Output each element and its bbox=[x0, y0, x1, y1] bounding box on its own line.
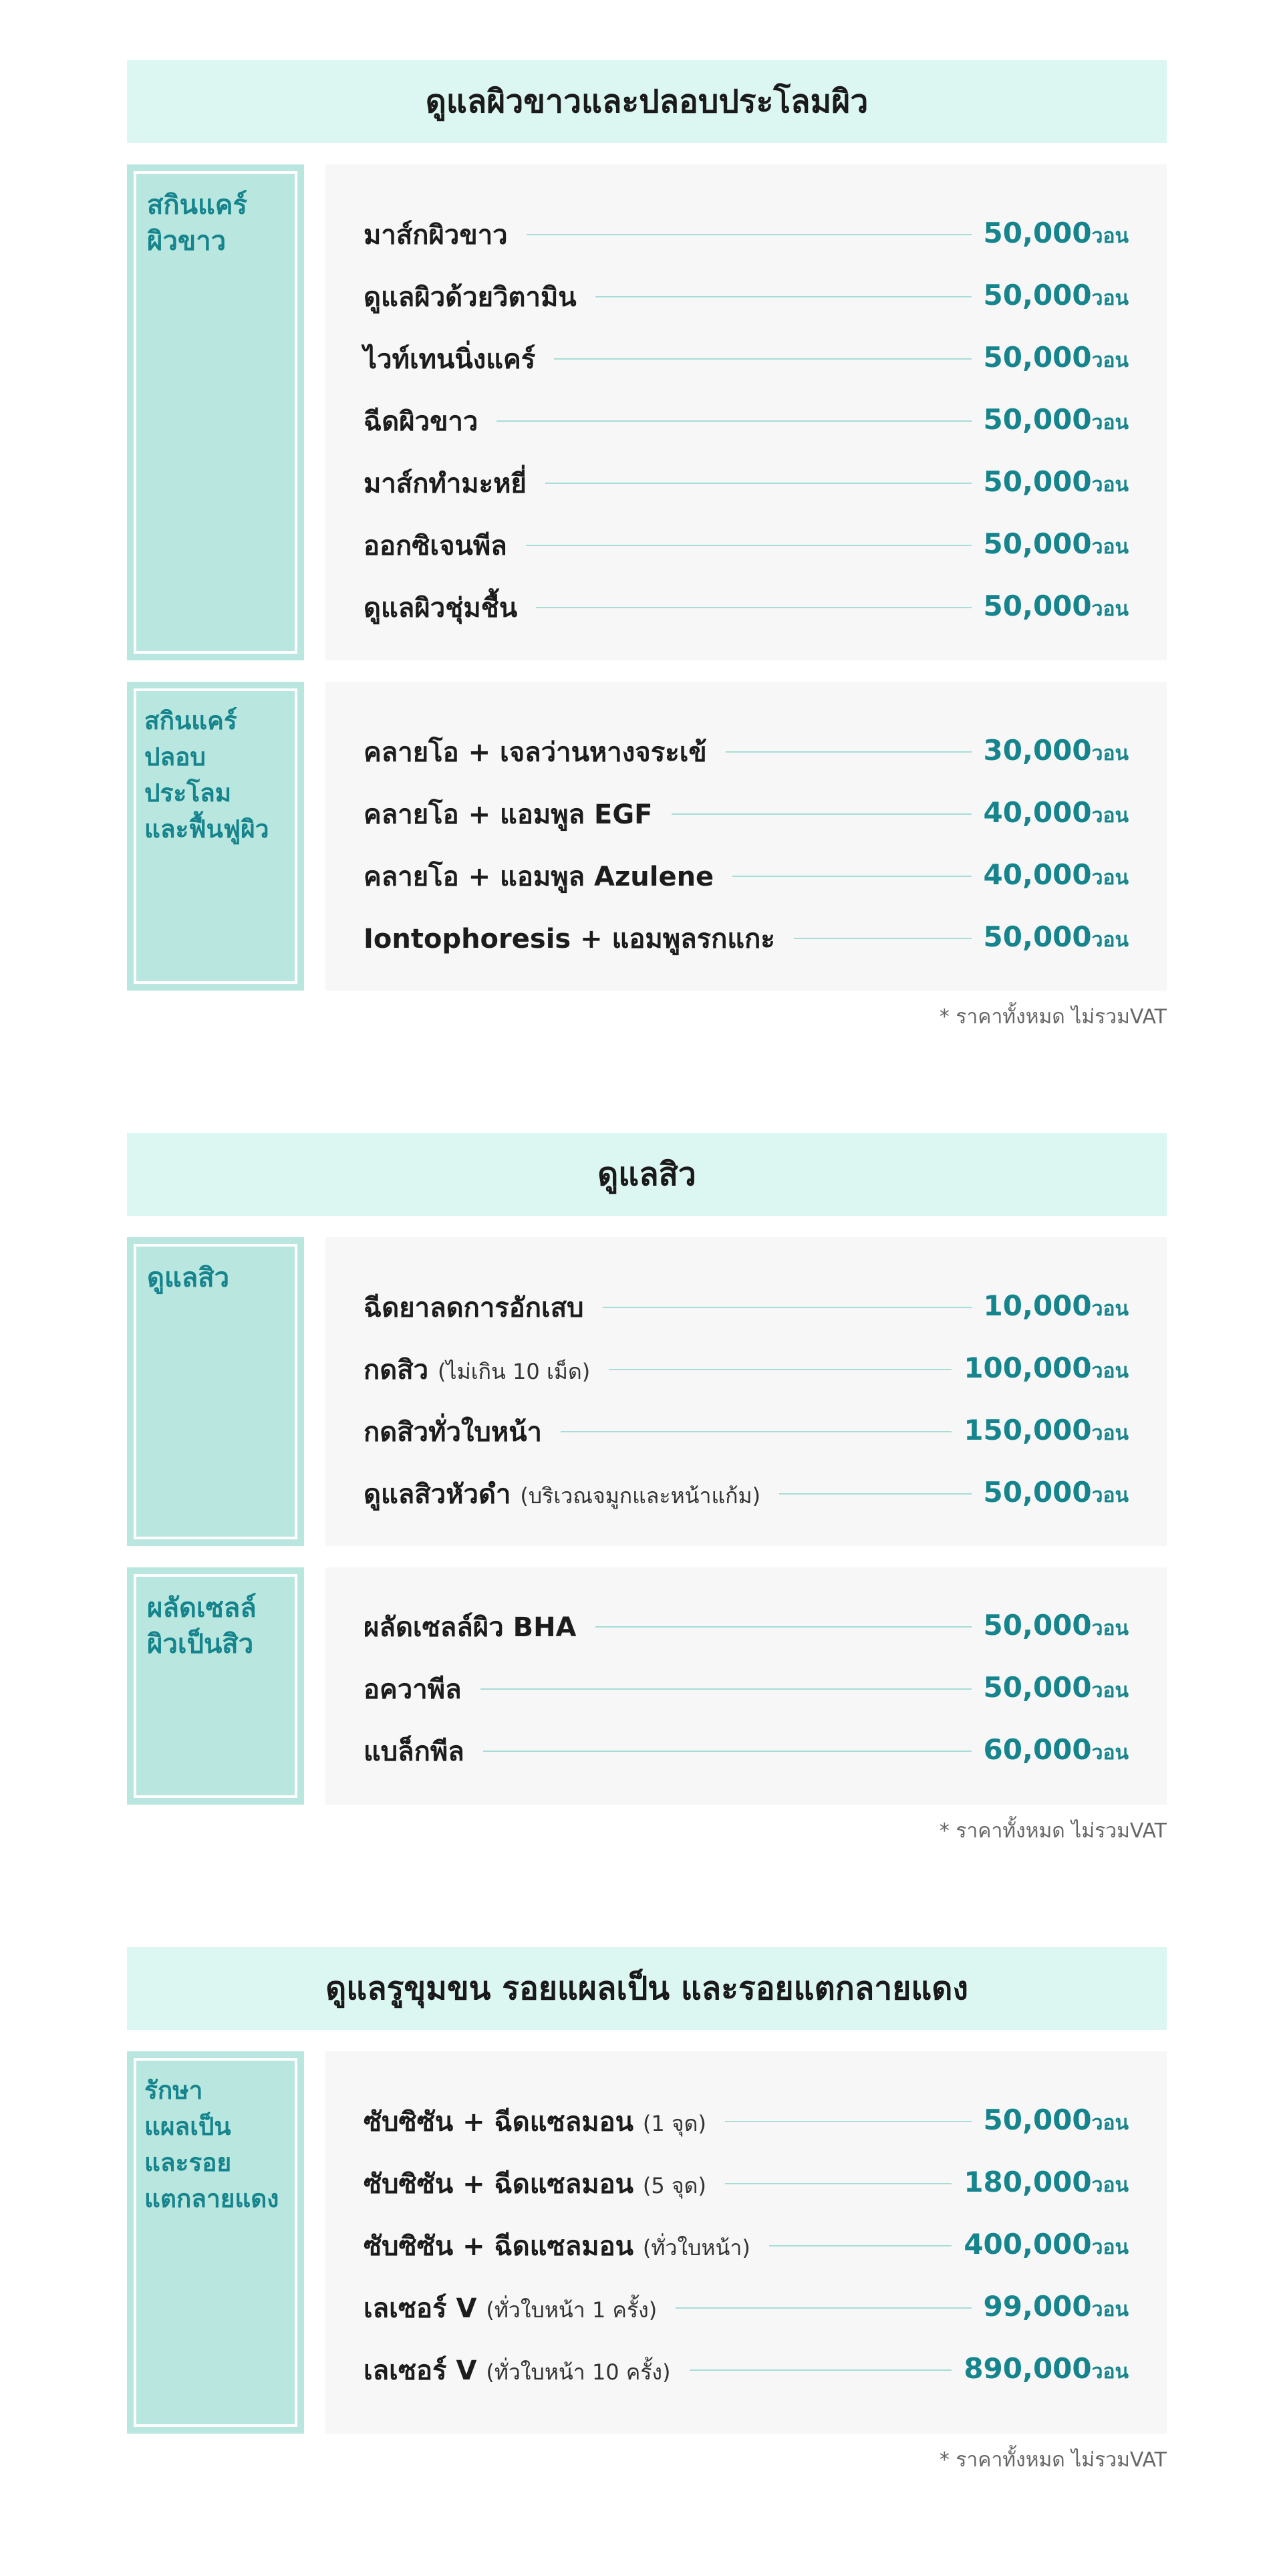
currency-label: วอน bbox=[1091, 225, 1129, 248]
price-value: 50,000 bbox=[983, 279, 1092, 311]
price-value: 50,000 bbox=[983, 341, 1092, 374]
price-value: 50,000 bbox=[983, 527, 1092, 560]
price-value: 30,000 bbox=[983, 734, 1092, 767]
price-item bbox=[364, 783, 1129, 845]
leader-line bbox=[480, 1688, 972, 1690]
section-title: ดูแลผิวขาวและปลอบประโลมผิว bbox=[127, 60, 1167, 143]
item-price bbox=[984, 403, 1129, 438]
price-value: 50,000 bbox=[983, 2103, 1092, 2136]
item-note: (5 จุด) bbox=[642, 2172, 706, 2198]
price-value: 50,000 bbox=[983, 590, 1092, 622]
item-name: คลายโอ + แอมพูล Azulene bbox=[364, 861, 714, 892]
item-price bbox=[984, 217, 1129, 252]
item-name: ดูแลผิวชุ่มชื้น bbox=[364, 592, 518, 624]
group-whitening-skincare bbox=[127, 164, 1167, 660]
currency-label: วอน bbox=[1091, 535, 1129, 559]
price-value: 10,000 bbox=[983, 1289, 1092, 1322]
item-name: แบล็กพีล bbox=[364, 1736, 464, 1767]
price-item bbox=[364, 1720, 1129, 1782]
group-label-line: ผิวเป็นสิว bbox=[147, 1629, 254, 1660]
item-name-text: กดสิว bbox=[364, 1354, 429, 1386]
item-name-text: เลเซอร์ V bbox=[364, 2293, 477, 2324]
item-name: มาส์กผิวขาว bbox=[364, 219, 508, 251]
item-name bbox=[364, 1348, 590, 1391]
item-price bbox=[984, 858, 1129, 894]
item-note: (ทั่วใบหน้า 10 ครั้ง) bbox=[486, 2359, 671, 2385]
price-value: 50,000 bbox=[983, 1476, 1092, 1509]
item-name: คลายโอ + เจลว่านหางจระเข้ bbox=[364, 737, 707, 768]
currency-label: วอน bbox=[1091, 1679, 1129, 1702]
price-value: 400,000 bbox=[964, 2228, 1092, 2261]
group-label bbox=[134, 1244, 297, 1539]
item-name: ไวท์เทนนิ่งแคร์ bbox=[364, 344, 536, 375]
currency-label: วอน bbox=[1091, 2360, 1129, 2384]
item-note: (1 จุด) bbox=[642, 2110, 706, 2136]
price-item bbox=[364, 265, 1129, 328]
leader-line bbox=[726, 751, 972, 753]
price-item bbox=[364, 2214, 1129, 2277]
section-acne-care bbox=[127, 1133, 1167, 1847]
item-price bbox=[964, 2228, 1129, 2263]
group-label-box bbox=[127, 2051, 304, 2434]
group-label bbox=[134, 688, 297, 984]
item-price bbox=[964, 2352, 1129, 2388]
currency-label: วอน bbox=[1091, 1484, 1129, 1507]
item-note: (ไม่เกิน 10 เม็ด) bbox=[438, 1358, 591, 1384]
currency-label: วอน bbox=[1091, 742, 1129, 765]
leader-line bbox=[554, 358, 971, 360]
group-label-line: สกินแคร์ bbox=[144, 706, 237, 735]
price-item bbox=[364, 1658, 1129, 1720]
price-item bbox=[364, 203, 1129, 265]
item-price bbox=[984, 1733, 1129, 1769]
currency-label: วอน bbox=[1091, 287, 1129, 310]
item-price bbox=[984, 341, 1129, 376]
item-name: ฉีดยาลดการอักเสบ bbox=[364, 1292, 584, 1323]
leader-line bbox=[483, 1751, 972, 1752]
price-item bbox=[364, 2152, 1129, 2214]
group-label-line: และรอย bbox=[144, 2148, 232, 2177]
leader-line bbox=[794, 938, 972, 939]
currency-label: วอน bbox=[1091, 2174, 1129, 2197]
section-whitening-soothing bbox=[127, 60, 1167, 1033]
item-price bbox=[984, 279, 1129, 314]
price-item bbox=[364, 576, 1129, 638]
price-item bbox=[364, 514, 1129, 576]
item-name-text: ซับซิซัน + ฉีดแซลมอน bbox=[364, 2230, 633, 2262]
currency-label: วอน bbox=[1091, 473, 1129, 497]
item-price bbox=[984, 1476, 1129, 1511]
group-label-line: ปลอบประโลม bbox=[144, 743, 232, 807]
group-label-line: ผลัดเซลล์ bbox=[147, 1593, 257, 1624]
price-items bbox=[325, 682, 1167, 991]
price-items bbox=[325, 2051, 1167, 2434]
price-item bbox=[364, 328, 1129, 390]
currency-label: วอน bbox=[1091, 1617, 1129, 1640]
leader-line bbox=[609, 1369, 952, 1370]
leader-line bbox=[496, 420, 971, 422]
group-label-box bbox=[127, 1567, 304, 1805]
item-price bbox=[984, 1289, 1129, 1325]
vat-note: * ราคาทั้งหมด ไม่รวมVAT bbox=[939, 2448, 1167, 2472]
price-item bbox=[364, 452, 1129, 514]
leader-line bbox=[676, 2307, 971, 2309]
group-label-line: แผลเป็น bbox=[144, 2112, 231, 2141]
price-value: 50,000 bbox=[983, 403, 1092, 436]
currency-label: วอน bbox=[1091, 598, 1129, 621]
item-name: มาส์กทำมะหยี่ bbox=[364, 468, 527, 499]
group-label-line: ดูแลสิว bbox=[147, 1263, 230, 1293]
leader-line bbox=[536, 607, 971, 608]
price-item bbox=[364, 1462, 1129, 1525]
section-title: ดูแลรูขุมขน รอยแผลเป็น และรอยแตกลายแดง bbox=[127, 1947, 1167, 2030]
item-name-text: ซับซิซัน + ฉีดแซลมอน bbox=[364, 2106, 633, 2138]
leader-line bbox=[725, 2183, 952, 2184]
currency-label: วอน bbox=[1091, 804, 1129, 827]
price-value: 890,000 bbox=[964, 2352, 1092, 2385]
currency-label: วอน bbox=[1091, 928, 1129, 952]
leader-line bbox=[672, 813, 972, 815]
item-price bbox=[984, 796, 1129, 831]
currency-label: วอน bbox=[1091, 1741, 1129, 1765]
item-price bbox=[984, 527, 1129, 563]
item-name: คลายโอ + แอมพูล EGF bbox=[364, 799, 653, 830]
price-value: 40,000 bbox=[983, 858, 1092, 891]
item-name bbox=[364, 1472, 760, 1515]
leader-line bbox=[690, 2369, 952, 2371]
price-item bbox=[364, 390, 1129, 452]
group-label-line: ผิวขาว bbox=[147, 226, 227, 257]
currency-label: วอน bbox=[1091, 2111, 1129, 2135]
group-label-box bbox=[127, 682, 304, 991]
leader-line bbox=[526, 545, 972, 546]
item-name: ดูแลผิวด้วยวิตามิน bbox=[364, 281, 577, 313]
price-item bbox=[364, 907, 1129, 969]
item-name: อควาพีล bbox=[364, 1674, 462, 1705]
group-label-line: และฟื้นฟูผิว bbox=[144, 815, 269, 844]
item-name: Iontophoresis + แอมพูลรกแกะ bbox=[364, 923, 775, 954]
item-name bbox=[364, 2349, 671, 2392]
currency-label: วอน bbox=[1091, 1360, 1129, 1383]
price-value: 50,000 bbox=[983, 920, 1092, 953]
price-value: 60,000 bbox=[983, 1733, 1092, 1766]
price-value: 50,000 bbox=[983, 217, 1092, 249]
currency-label: วอน bbox=[1091, 1297, 1129, 1321]
group-acne-care bbox=[127, 1237, 1167, 1546]
leader-line bbox=[561, 1431, 952, 1432]
price-items bbox=[325, 1237, 1167, 1546]
group-soothing-skincare bbox=[127, 682, 1167, 991]
item-name: ออกซิเจนพีล bbox=[364, 530, 507, 561]
leader-line bbox=[769, 2245, 952, 2246]
currency-label: วอน bbox=[1091, 1422, 1129, 1445]
vat-note: * ราคาทั้งหมด ไม่รวมVAT bbox=[939, 1005, 1167, 1029]
item-name: ผลัดเซลล์ผิว BHA bbox=[364, 1612, 577, 1643]
item-name bbox=[364, 2162, 706, 2205]
price-item bbox=[364, 721, 1129, 783]
leader-line bbox=[595, 296, 972, 297]
item-price bbox=[984, 920, 1129, 956]
group-label bbox=[134, 2058, 297, 2427]
currency-label: วอน bbox=[1091, 349, 1129, 372]
price-item bbox=[364, 1276, 1129, 1338]
currency-label: วอน bbox=[1091, 2236, 1129, 2259]
item-price bbox=[964, 2166, 1129, 2201]
vat-note: * ราคาทั้งหมด ไม่รวมVAT bbox=[939, 1819, 1167, 1843]
price-item bbox=[364, 1400, 1129, 1462]
item-price bbox=[964, 1351, 1129, 1387]
leader-line bbox=[732, 876, 971, 877]
item-price bbox=[964, 1414, 1129, 1449]
section-title: ดูแลสิว bbox=[127, 1133, 1167, 1216]
leader-line bbox=[595, 1626, 972, 1628]
leader-line bbox=[779, 1493, 971, 1495]
price-item bbox=[364, 1595, 1129, 1658]
group-label bbox=[134, 171, 297, 654]
price-value: 50,000 bbox=[983, 1671, 1092, 1704]
price-item bbox=[364, 2277, 1129, 2339]
price-value: 50,000 bbox=[983, 465, 1092, 498]
item-price bbox=[984, 465, 1129, 501]
item-price bbox=[984, 590, 1129, 625]
group-acne-peel bbox=[127, 1567, 1167, 1805]
price-items bbox=[325, 1567, 1167, 1805]
currency-label: วอน bbox=[1091, 2298, 1129, 2321]
item-name: กดสิวทั่วใบหน้า bbox=[364, 1416, 542, 1448]
group-label-line: แตกลายแดง bbox=[144, 2184, 279, 2213]
price-value: 50,000 bbox=[983, 1609, 1092, 1642]
price-list-page bbox=[127, 60, 1167, 2576]
group-label-box bbox=[127, 164, 304, 660]
item-note: (ทั่วใบหน้า) bbox=[642, 2234, 750, 2261]
price-value: 40,000 bbox=[983, 796, 1092, 829]
item-name bbox=[364, 2287, 657, 2329]
item-price bbox=[984, 2103, 1129, 2139]
currency-label: วอน bbox=[1091, 411, 1129, 434]
group-label-line: รักษา bbox=[144, 2076, 203, 2105]
item-note: (ทั่วใบหน้า 1 ครั้ง) bbox=[486, 2297, 658, 2323]
item-price bbox=[984, 1671, 1129, 1706]
section-pores-scars bbox=[127, 1947, 1167, 2476]
price-value: 100,000 bbox=[964, 1351, 1092, 1384]
item-note: (บริเวณจมูกและหน้าแก้ม) bbox=[520, 1483, 761, 1509]
leader-line bbox=[725, 2121, 972, 2122]
price-items bbox=[325, 164, 1167, 660]
item-name-text: ซับซิซัน + ฉีดแซลมอน bbox=[364, 2168, 633, 2200]
leader-line bbox=[545, 483, 972, 484]
price-item bbox=[364, 2339, 1129, 2401]
item-price bbox=[984, 734, 1129, 769]
item-price bbox=[984, 2290, 1129, 2325]
leader-line bbox=[527, 234, 972, 235]
group-label-line: สกินแคร์ bbox=[147, 190, 247, 221]
price-item bbox=[364, 845, 1129, 907]
item-name bbox=[364, 2100, 706, 2143]
leader-line bbox=[603, 1307, 972, 1308]
group-scar-treatment bbox=[127, 2051, 1167, 2434]
price-item bbox=[364, 1338, 1129, 1400]
item-price bbox=[984, 1609, 1129, 1644]
currency-label: วอน bbox=[1091, 866, 1129, 890]
group-label-box bbox=[127, 1237, 304, 1546]
price-value: 150,000 bbox=[964, 1414, 1092, 1446]
item-name-text: เลเซอร์ V bbox=[364, 2355, 477, 2386]
item-name: ฉีดผิวขาว bbox=[364, 406, 478, 437]
item-name bbox=[364, 2224, 750, 2267]
item-name-text: ดูแลสิวหัวดำ bbox=[364, 1478, 511, 1510]
price-value: 99,000 bbox=[983, 2290, 1092, 2323]
price-item bbox=[364, 2090, 1129, 2152]
price-value: 180,000 bbox=[964, 2166, 1092, 2198]
group-label bbox=[134, 1574, 297, 1798]
